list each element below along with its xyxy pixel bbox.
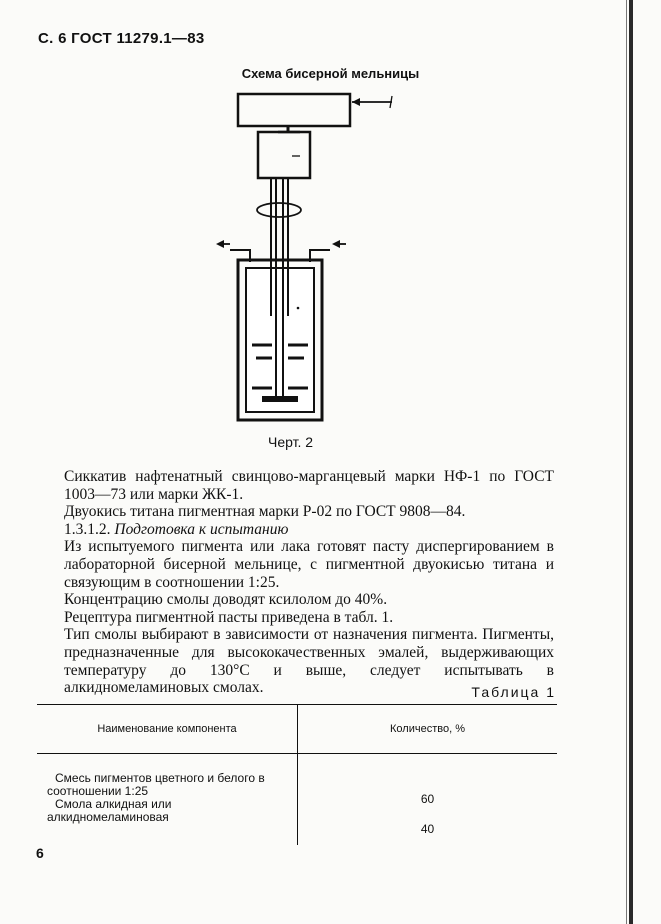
table-label: Таблица 1 [471, 684, 556, 700]
body-text [64, 468, 554, 697]
component-name: Смола алкидная или алкидномеламиновая [47, 797, 172, 824]
header-component: Наименование компонента [37, 705, 298, 754]
motor-box [238, 94, 350, 126]
component-value: 60 [420, 792, 435, 806]
table-cell-names [37, 754, 298, 846]
figure-title: Схема бисерной мельницы [241, 66, 420, 81]
paragraph-siccative: Сиккатив нафтенатный свинцово-марганцевый марки НФ-1 по ГОСТ 1003—73 или марки ЖК-1. [64, 468, 554, 503]
bottom-disc [262, 396, 298, 402]
table-cell-values [298, 754, 558, 846]
component-name: Смесь пигментов цветного и белого в соотношении 1:25 [47, 771, 265, 798]
figure-caption: Черт. 2 [268, 434, 314, 450]
paragraph-paste: Из испытуемого пигмента или лака готовят пасту диспергированием в лабораторной бисерной мельнице, с пигментной двуокисью титана и связующим в соотношении 1:25. [64, 538, 554, 591]
table-header-row [37, 705, 557, 754]
page-header: С. 6 ГОСТ 11279.1—83 [38, 30, 205, 47]
gearbox [258, 132, 310, 178]
section-heading [64, 521, 554, 539]
bead-mill-diagram [200, 80, 420, 430]
paragraph-concentration: Концентрацию смолы доводят ксилолом до 40%. [64, 591, 388, 609]
section-number: 1.3.1.2. [64, 520, 111, 538]
component-value: 40 [420, 822, 435, 836]
page-edge-line [626, 0, 627, 924]
section-title: Подготовка к испытанию [114, 520, 289, 538]
pulley [257, 203, 301, 217]
page-number: 6 [36, 845, 44, 861]
recipe-table [37, 704, 557, 845]
paragraph-resin-type: Тип смолы выбирают в зависимости от назначения пигмента. Пигменты, предназначенные для высококачественных эмалей, выдерживающих температуру до 130°С и выше, следует испытывать в алкидномеламиновых смолах. [64, 626, 554, 697]
paragraph-recipe: Рецептура пигментной пасты приведена в табл. 1. [64, 608, 394, 626]
grinding-vessel [246, 268, 314, 412]
paragraph-titanium: Двуокись титана пигментная марки Р-02 по ГОСТ 9808—84. [64, 503, 466, 521]
page-edge-shadow [629, 0, 633, 924]
table-row [37, 754, 557, 846]
header-quantity: Количество, % [298, 705, 558, 754]
